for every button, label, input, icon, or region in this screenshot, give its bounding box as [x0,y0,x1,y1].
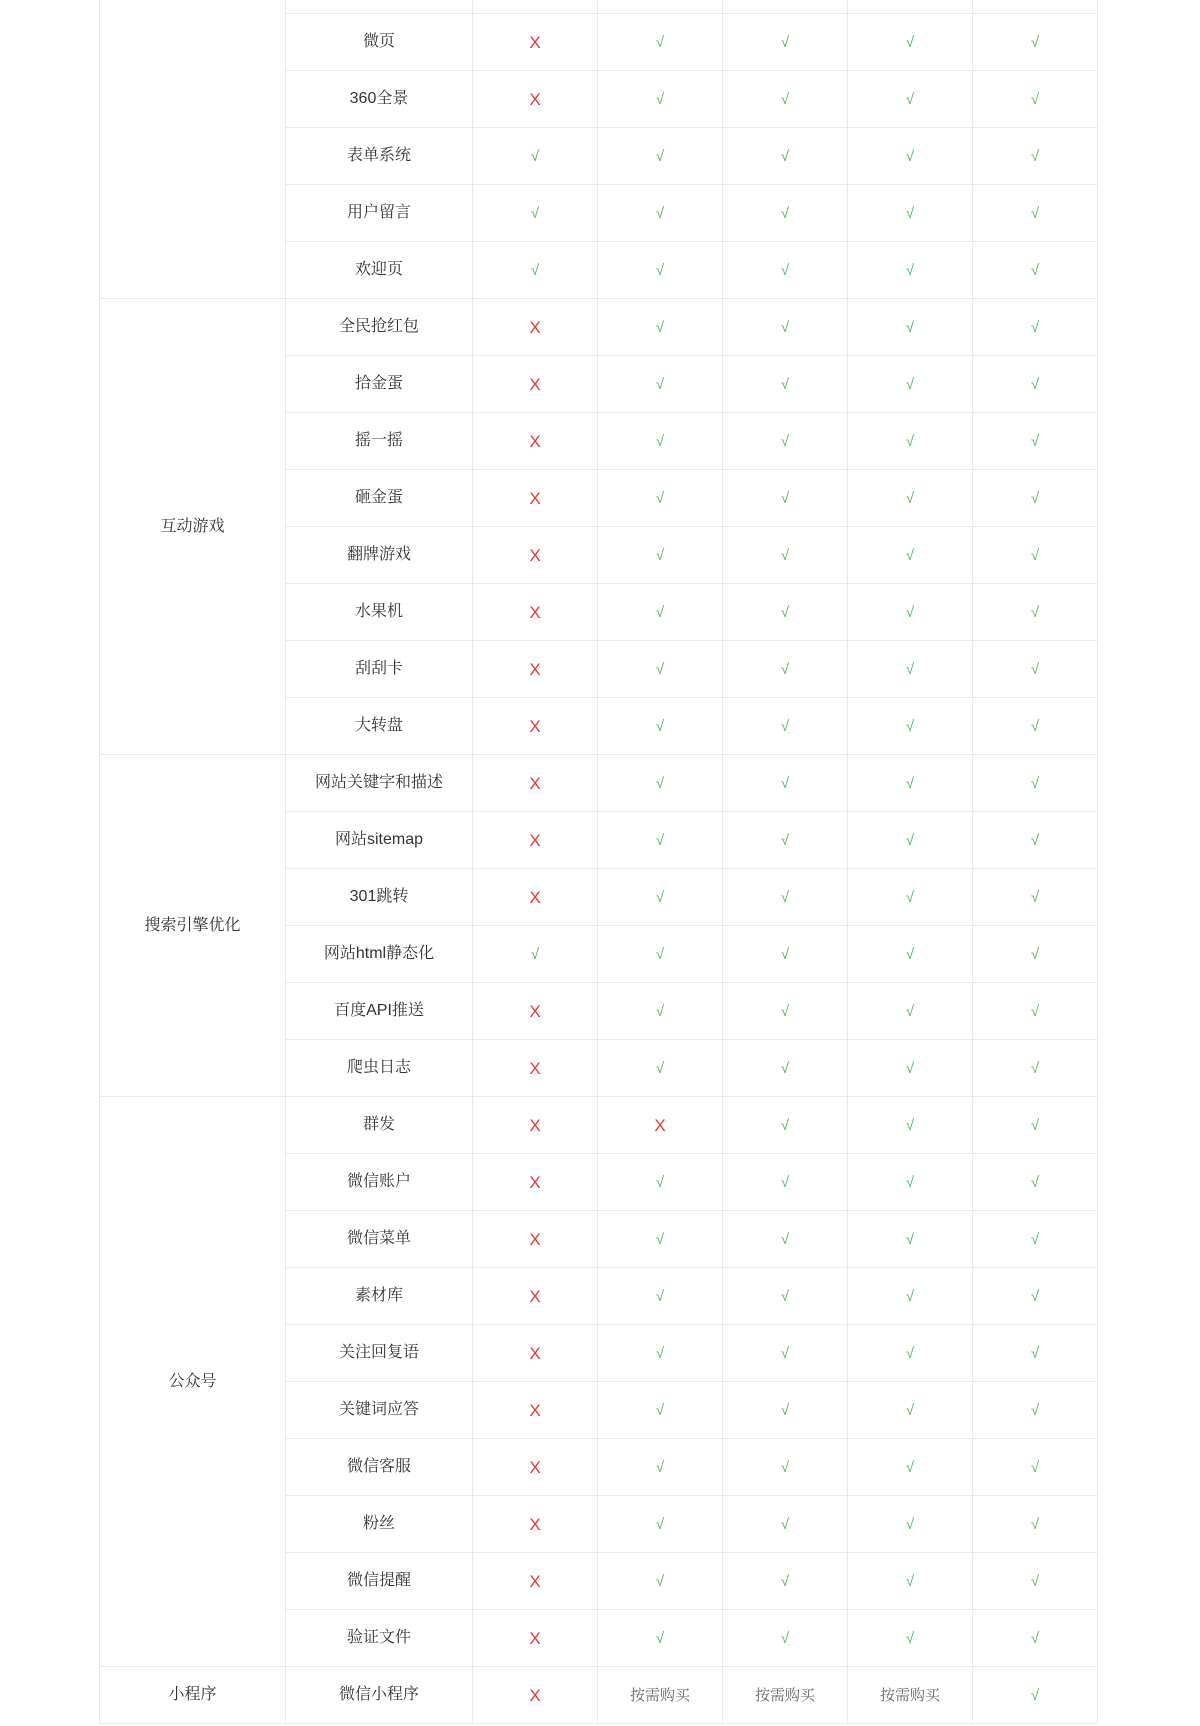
cross-mark-icon: X [473,812,598,869]
table-row [100,1097,1098,1154]
check-mark-icon: √ [598,812,723,869]
check-mark-icon: √ [723,869,848,926]
check-mark-icon: √ [723,1211,848,1268]
check-mark-icon: √ [598,1382,723,1439]
feature-name-cell: 群发 [286,1097,473,1154]
check-mark-icon: √ [598,1154,723,1211]
table-row [100,1667,1098,1724]
check-mark-icon: √ [848,755,973,812]
check-mark-icon: √ [723,698,848,755]
check-mark-icon: √ [848,698,973,755]
feature-name-cell: 301跳转 [286,869,473,926]
check-mark-icon: √ [848,413,973,470]
check-mark-icon: √ [723,584,848,641]
cross-mark-icon: X [473,71,598,128]
feature-name-cell: 网站sitemap [286,812,473,869]
check-mark-icon: √ [723,1040,848,1097]
check-mark-icon: √ [973,1268,1098,1325]
check-mark-icon: √ [973,356,1098,413]
cross-mark-icon: X [473,1040,598,1097]
cross-mark-icon: X [473,1553,598,1610]
cross-mark-icon: X [473,869,598,926]
feature-comparison-table [99,0,1098,1724]
table-row [100,0,1098,14]
value-text-cell: 按需购买 [723,1667,848,1724]
check-mark-icon: √ [598,242,723,299]
check-mark-icon: √ [723,812,848,869]
check-mark-icon: √ [848,1154,973,1211]
check-mark-icon: √ [973,299,1098,356]
check-mark-icon: √ [848,242,973,299]
check-mark-icon: √ [598,1496,723,1553]
check-mark-icon: √ [598,527,723,584]
check-mark-icon: √ [473,926,598,983]
feature-name-cell: 翻牌游戏 [286,527,473,584]
check-mark-icon: √ [598,698,723,755]
check-mark-icon: √ [598,1040,723,1097]
check-mark-icon: √ [973,869,1098,926]
cross-mark-icon: X [473,1496,598,1553]
check-mark-icon: √ [848,299,973,356]
check-mark-icon: √ [848,470,973,527]
feature-name-cell: 全民抢红包 [286,299,473,356]
check-mark-icon: √ [598,128,723,185]
check-mark-icon: √ [723,1610,848,1667]
check-mark-icon: √ [973,926,1098,983]
feature-name-cell: 素材库 [286,1268,473,1325]
check-mark-icon: √ [973,1211,1098,1268]
check-mark-icon: √ [848,14,973,71]
check-mark-icon: √ [848,926,973,983]
check-mark-icon: √ [973,1553,1098,1610]
check-mark-icon: √ [848,584,973,641]
check-mark-icon: √ [723,14,848,71]
check-mark-icon: √ [598,1553,723,1610]
check-mark-icon: √ [848,71,973,128]
check-mark-icon: √ [598,926,723,983]
feature-name-cell: 用户留言 [286,185,473,242]
feature-name-cell: 微信菜单 [286,1211,473,1268]
check-mark-icon: √ [723,470,848,527]
check-mark-icon: √ [848,869,973,926]
check-mark-icon: √ [723,242,848,299]
check-mark-icon: √ [473,185,598,242]
feature-name-cell: 网站关键字和描述 [286,755,473,812]
cross-mark-icon: X [473,584,598,641]
cross-mark-icon: X [473,1667,598,1724]
check-mark-icon: √ [848,185,973,242]
empty-cell [473,0,598,14]
feature-name-cell: 百度API推送 [286,983,473,1040]
check-mark-icon: √ [848,356,973,413]
check-mark-icon: √ [723,641,848,698]
check-mark-icon: √ [598,14,723,71]
check-mark-icon: √ [973,812,1098,869]
category-cell: 小程序 [100,1667,286,1724]
cross-mark-icon: X [473,356,598,413]
cross-mark-icon: X [598,1097,723,1154]
check-mark-icon: √ [723,926,848,983]
check-mark-icon: √ [973,698,1098,755]
feature-name-cell: 微信账户 [286,1154,473,1211]
feature-name-cell: 微信小程序 [286,1667,473,1724]
check-mark-icon: √ [848,983,973,1040]
cross-mark-icon: X [473,1154,598,1211]
cross-mark-icon: X [473,1325,598,1382]
check-mark-icon: √ [973,527,1098,584]
feature-name-cell: 拾金蛋 [286,356,473,413]
check-mark-icon: √ [973,185,1098,242]
feature-name-cell: 微信客服 [286,1439,473,1496]
cross-mark-icon: X [473,983,598,1040]
check-mark-icon: √ [473,242,598,299]
category-cell [100,0,286,299]
cross-mark-icon: X [473,641,598,698]
feature-name-cell: 微信提醒 [286,1553,473,1610]
check-mark-icon: √ [598,71,723,128]
check-mark-icon: √ [598,755,723,812]
check-mark-icon: √ [848,812,973,869]
check-mark-icon: √ [973,71,1098,128]
feature-name-cell: 网站html静态化 [286,926,473,983]
feature-name-cell: 表单系统 [286,128,473,185]
cross-mark-icon: X [473,1211,598,1268]
feature-name-cell: 粉丝 [286,1496,473,1553]
check-mark-icon: √ [973,1382,1098,1439]
empty-cell [973,0,1098,14]
feature-name-cell: 爬虫日志 [286,1040,473,1097]
check-mark-icon: √ [973,413,1098,470]
cross-mark-icon: X [473,1268,598,1325]
check-mark-icon: √ [723,128,848,185]
check-mark-icon: √ [848,1439,973,1496]
check-mark-icon: √ [723,71,848,128]
check-mark-icon: √ [973,1610,1098,1667]
value-text-cell: 按需购买 [848,1667,973,1724]
check-mark-icon: √ [723,527,848,584]
category-cell: 互动游戏 [100,299,286,755]
cross-mark-icon: X [473,1382,598,1439]
check-mark-icon: √ [973,1439,1098,1496]
empty-cell [723,0,848,14]
check-mark-icon: √ [723,1325,848,1382]
cross-mark-icon: X [473,470,598,527]
check-mark-icon: √ [723,1439,848,1496]
check-mark-icon: √ [973,1496,1098,1553]
check-mark-icon: √ [598,1268,723,1325]
check-mark-icon: √ [973,641,1098,698]
feature-name-cell: 摇一摇 [286,413,473,470]
cross-mark-icon: X [473,1097,598,1154]
check-mark-icon: √ [598,356,723,413]
feature-name-cell: 刮刮卡 [286,641,473,698]
empty-cell [598,0,723,14]
feature-name-cell: 欢迎页 [286,242,473,299]
check-mark-icon: √ [973,584,1098,641]
check-mark-icon: √ [848,1268,973,1325]
check-mark-icon: √ [723,1553,848,1610]
feature-name-cell: 微页 [286,14,473,71]
check-mark-icon: √ [598,869,723,926]
check-mark-icon: √ [723,299,848,356]
check-mark-icon: √ [973,1154,1098,1211]
check-mark-icon: √ [598,185,723,242]
check-mark-icon: √ [973,1325,1098,1382]
check-mark-icon: √ [973,14,1098,71]
check-mark-icon: √ [848,1040,973,1097]
check-mark-icon: √ [723,755,848,812]
feature-name-cell: 关键词应答 [286,1382,473,1439]
check-mark-icon: √ [723,413,848,470]
feature-name-cell: 验证文件 [286,1610,473,1667]
check-mark-icon: √ [598,983,723,1040]
cross-mark-icon: X [473,1439,598,1496]
cross-mark-icon: X [473,755,598,812]
check-mark-icon: √ [723,1496,848,1553]
check-mark-icon: √ [723,1382,848,1439]
feature-comparison-table-wrapper [99,0,1097,1724]
cross-mark-icon: X [473,1610,598,1667]
category-cell: 搜索引擎优化 [100,755,286,1097]
check-mark-icon: √ [598,470,723,527]
feature-name-cell: 360全景 [286,71,473,128]
cross-mark-icon: X [473,299,598,356]
check-mark-icon: √ [598,1325,723,1382]
check-mark-icon: √ [598,1211,723,1268]
cross-mark-icon: X [473,14,598,71]
check-mark-icon: √ [848,1325,973,1382]
check-mark-icon: √ [848,641,973,698]
feature-name-cell: 砸金蛋 [286,470,473,527]
cross-mark-icon: X [473,413,598,470]
feature-name-cell [286,0,473,14]
check-mark-icon: √ [973,128,1098,185]
check-mark-icon: √ [973,1040,1098,1097]
cross-mark-icon: X [473,698,598,755]
check-mark-icon: √ [598,1439,723,1496]
table-row [100,755,1098,812]
check-mark-icon: √ [723,1268,848,1325]
check-mark-icon: √ [723,1097,848,1154]
check-mark-icon: √ [973,1667,1098,1724]
check-mark-icon: √ [598,413,723,470]
check-mark-icon: √ [848,1211,973,1268]
check-mark-icon: √ [598,1610,723,1667]
check-mark-icon: √ [848,128,973,185]
category-cell: 公众号 [100,1097,286,1667]
check-mark-icon: √ [598,641,723,698]
check-mark-icon: √ [723,185,848,242]
check-mark-icon: √ [973,470,1098,527]
check-mark-icon: √ [848,1496,973,1553]
feature-name-cell: 关注回复语 [286,1325,473,1382]
table-row [100,299,1098,356]
value-text-cell: 按需购买 [598,1667,723,1724]
cross-mark-icon: X [473,527,598,584]
check-mark-icon: √ [598,584,723,641]
check-mark-icon: √ [973,1097,1098,1154]
table-body [100,0,1098,1724]
check-mark-icon: √ [723,983,848,1040]
check-mark-icon: √ [848,1553,973,1610]
check-mark-icon: √ [973,983,1098,1040]
check-mark-icon: √ [723,356,848,413]
check-mark-icon: √ [848,527,973,584]
feature-name-cell: 水果机 [286,584,473,641]
check-mark-icon: √ [598,299,723,356]
check-mark-icon: √ [723,1154,848,1211]
check-mark-icon: √ [473,128,598,185]
check-mark-icon: √ [973,755,1098,812]
feature-name-cell: 大转盘 [286,698,473,755]
empty-cell [848,0,973,14]
check-mark-icon: √ [848,1610,973,1667]
check-mark-icon: √ [848,1382,973,1439]
check-mark-icon: √ [973,242,1098,299]
check-mark-icon: √ [848,1097,973,1154]
